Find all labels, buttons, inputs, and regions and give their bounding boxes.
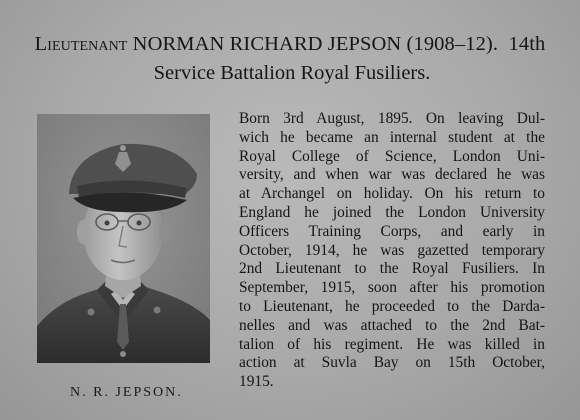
bio-line: October, 1914, he was gazetted temporary [239,241,545,259]
bio-line: England he joined the London University [239,203,545,221]
rank-label: Lieutenant [34,33,128,55]
bio-line: talion of his regiment. He was killed in [239,335,545,353]
bio-line: 2nd Lieutenant to the Royal Fusiliers. In [239,260,545,278]
entry-heading [20,33,560,56]
battalion-heading: Service Battalion Royal Fusiliers. [153,62,431,84]
bio-line: versity, and when war was declared he was [239,166,545,184]
bio-line: 1915. [239,373,274,391]
bio-line: action at Suvla Bay on 15th October, [239,354,545,372]
battalion-number: 14th [508,33,546,55]
school-years: (1908–12). [406,33,499,55]
biography-text [239,110,545,392]
photo-caption: N. R. JEPSON. [70,385,183,400]
bio-line: Officers Training Corps, and early in [239,222,545,240]
bio-line: at Archangel on holiday. On his return to [239,185,545,203]
bio-line: Royal College of Science, London Uni- [239,147,545,165]
bio-line: to Lieutenant, he proceeded to the Darda- [239,297,545,315]
portrait-image [37,114,210,363]
person-name: NORMAN RICHARD JEPSON [132,33,402,55]
bio-line: Born 3rd August, 1895. On leaving Dul- [239,110,545,127]
bio-line: September, 1915, soon after his promotion [239,279,545,297]
bio-line: wich he became an internal student at the [239,128,545,146]
bio-line: nelles and was attached to the 2nd Bat- [239,316,545,334]
portrait-photo [37,114,210,363]
